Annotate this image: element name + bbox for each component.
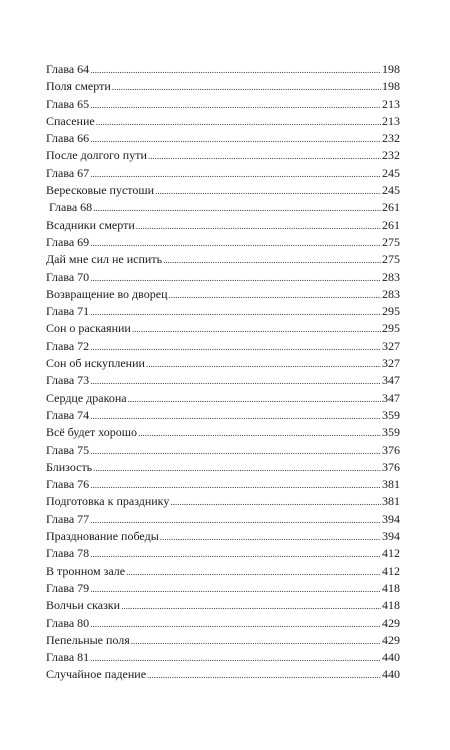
- leader-dots: [90, 339, 381, 356]
- toc-entry-page: 198: [382, 62, 400, 76]
- toc-entry-page: 394: [382, 529, 400, 544]
- toc-entry-page: 381: [382, 477, 400, 492]
- leader-dots: [93, 200, 381, 217]
- toc-entry-page: 232: [382, 131, 400, 146]
- toc-entry: [46, 113, 400, 130]
- toc-entry-title: Глава 74: [46, 407, 90, 422]
- leader-dots: [90, 650, 381, 667]
- toc-entry-title: Глава 65: [46, 96, 90, 111]
- toc-entry-title: Близость: [46, 459, 93, 474]
- leader-dots: [90, 373, 381, 390]
- toc-entry: [46, 442, 400, 459]
- toc-entry: [46, 61, 400, 78]
- toc-entry-title: Поля смерти: [46, 79, 111, 94]
- leader-dots: [128, 391, 381, 408]
- leader-dots: [148, 148, 381, 165]
- toc-entry-title: Глава 81: [46, 650, 90, 665]
- toc-entry-title: В тронном зале: [46, 563, 126, 578]
- toc-entry-page: 295: [382, 321, 400, 336]
- toc-entry-page: 418: [382, 598, 400, 613]
- leader-dots: [90, 235, 381, 252]
- toc-entry: [46, 493, 400, 510]
- leader-dots: [131, 633, 381, 650]
- toc-entry-title: Глава 64: [46, 62, 90, 76]
- toc-entry-title: Глава 71: [46, 304, 90, 319]
- toc-entry: [46, 130, 400, 147]
- toc-entry-page: 283: [382, 269, 400, 284]
- leader-dots: [96, 114, 381, 131]
- toc-entry-title: Спасение: [46, 113, 95, 128]
- leader-dots: [90, 616, 381, 633]
- toc-entry-title: Глава 80: [46, 615, 90, 630]
- toc-entry-page: 376: [382, 459, 400, 474]
- leader-dots: [90, 477, 381, 494]
- toc-entry-title: Пепельные поля: [46, 632, 130, 647]
- toc-entry: [46, 251, 400, 268]
- toc-entry: [46, 511, 400, 528]
- leader-dots: [90, 270, 381, 287]
- toc-entry-title: Глава 67: [46, 165, 90, 180]
- toc-entry-title: Глава 70: [46, 269, 90, 284]
- toc-entry-title: Глава 79: [46, 580, 90, 595]
- toc-entry: [46, 338, 400, 355]
- toc-entry-page: 412: [382, 563, 400, 578]
- leader-dots: [132, 321, 381, 338]
- toc-entry-title: Глава 76: [46, 477, 90, 492]
- toc-entry: [46, 459, 400, 476]
- toc-entry-title: Дай мне сил не испить: [46, 252, 163, 267]
- toc-entry: [46, 615, 400, 632]
- toc-entry: [46, 147, 400, 164]
- toc-entry-page: 381: [382, 494, 400, 509]
- toc-entry-title: Всё будет хорошо: [46, 425, 138, 440]
- leader-dots: [90, 131, 381, 148]
- toc-entry-title: Сон о раскаянии: [46, 321, 131, 336]
- leader-dots: [90, 97, 381, 114]
- toc-entry-title: Случайное падение: [46, 667, 147, 682]
- toc-entry-page: 213: [382, 96, 400, 111]
- toc-entry: [46, 78, 400, 95]
- leader-dots: [90, 443, 381, 460]
- toc-entry-page: 359: [382, 407, 400, 422]
- toc-entry: [46, 199, 400, 216]
- toc-entry-page: 232: [382, 148, 400, 163]
- toc-entry: [46, 666, 400, 683]
- toc-entry-page: 327: [382, 356, 400, 371]
- toc-entry-page: 440: [382, 650, 400, 665]
- toc-entry-page: 376: [382, 442, 400, 457]
- toc-entry-page: 440: [382, 667, 400, 682]
- toc-entry-page: 295: [382, 304, 400, 319]
- toc-entry: [46, 545, 400, 562]
- toc-entry: [46, 286, 400, 303]
- toc-entry-title: Всадники смерти: [46, 217, 135, 232]
- leader-dots: [169, 287, 382, 304]
- toc-entry-title: Глава 72: [46, 338, 90, 353]
- toc-entry-page: 429: [382, 615, 400, 630]
- leader-dots: [90, 166, 381, 183]
- toc-entry-title: Подготовка к празднику: [46, 494, 170, 509]
- leader-dots: [90, 62, 381, 79]
- toc-entry: [46, 355, 400, 372]
- toc-entry-page: 359: [382, 425, 400, 440]
- leader-dots: [90, 408, 381, 425]
- toc-entry-page: 275: [382, 234, 400, 249]
- toc-entry-title: Глава 66: [46, 131, 90, 146]
- toc-entry: [46, 234, 400, 251]
- toc-entry-page: 394: [382, 511, 400, 526]
- leader-dots: [146, 356, 381, 373]
- toc-entry-page: 261: [382, 217, 400, 232]
- leader-dots: [93, 460, 381, 477]
- toc-entry: [46, 407, 400, 424]
- leader-dots: [121, 598, 381, 615]
- leader-dots: [90, 546, 381, 563]
- toc-entry-title: Празднование победы: [46, 529, 159, 544]
- toc-entry: [46, 165, 400, 182]
- leader-dots: [126, 564, 381, 581]
- toc-entry-title: Глава 77: [46, 511, 90, 526]
- leader-dots: [160, 529, 381, 546]
- leader-dots: [90, 512, 381, 529]
- leader-dots: [90, 581, 381, 598]
- leader-dots: [112, 79, 381, 96]
- leader-dots: [147, 667, 381, 684]
- toc-entry-page: 198: [382, 79, 400, 94]
- toc-entry: [46, 476, 400, 493]
- leader-dots: [155, 183, 381, 200]
- toc-entry-title: Глава 68: [49, 200, 93, 215]
- toc-entry-page: 412: [382, 546, 400, 561]
- toc-entry-title: Глава 73: [46, 373, 90, 388]
- toc-entry-title: Сердце дракона: [46, 390, 127, 405]
- toc-entry-title: Глава 69: [46, 234, 90, 249]
- toc-entry: [46, 528, 400, 545]
- toc-entry: [46, 320, 400, 337]
- toc-entry-title: После долгого пути: [46, 148, 147, 163]
- toc-entry-page: 347: [382, 390, 400, 405]
- toc-entry: [46, 580, 400, 597]
- toc-entry: [46, 424, 400, 441]
- toc-entry-page: 213: [382, 113, 400, 128]
- toc-entry-page: 327: [382, 338, 400, 353]
- toc-entry: [46, 217, 400, 234]
- toc-entry-page: 245: [382, 165, 400, 180]
- toc-entry: [46, 96, 400, 113]
- toc-entry-title: Возвращение во дворец: [46, 286, 168, 301]
- toc-entry: [46, 372, 400, 389]
- toc-entry-page: 245: [382, 183, 400, 198]
- toc-entry-title: Глава 75: [46, 442, 90, 457]
- toc-entry: [46, 632, 400, 649]
- leader-dots: [90, 304, 381, 321]
- toc-entry: [46, 390, 400, 407]
- toc-entry: [46, 563, 400, 580]
- toc-entry-page: 418: [382, 580, 400, 595]
- toc-entry-page: 275: [382, 252, 400, 267]
- leader-dots: [138, 425, 381, 442]
- toc-entry-title: Вересковые пустоши: [46, 183, 155, 198]
- toc-entry: [46, 269, 400, 286]
- toc-entry: [46, 182, 400, 199]
- toc-entry-page: 429: [382, 632, 400, 647]
- toc-entry-page: 283: [382, 286, 400, 301]
- toc-entry-title: Волчьи сказки: [46, 598, 121, 613]
- toc-entry-title: Сон об искуплении: [46, 356, 145, 371]
- table-of-contents: [46, 61, 400, 684]
- toc-entry: [46, 303, 400, 320]
- toc-entry-title: Глава 78: [46, 546, 90, 561]
- toc-entry: [46, 649, 400, 666]
- toc-entry: [46, 597, 400, 614]
- toc-entry-page: 261: [382, 200, 400, 215]
- leader-dots: [163, 252, 381, 269]
- leader-dots: [170, 494, 381, 511]
- leader-dots: [136, 218, 381, 235]
- toc-entry-page: 347: [382, 373, 400, 388]
